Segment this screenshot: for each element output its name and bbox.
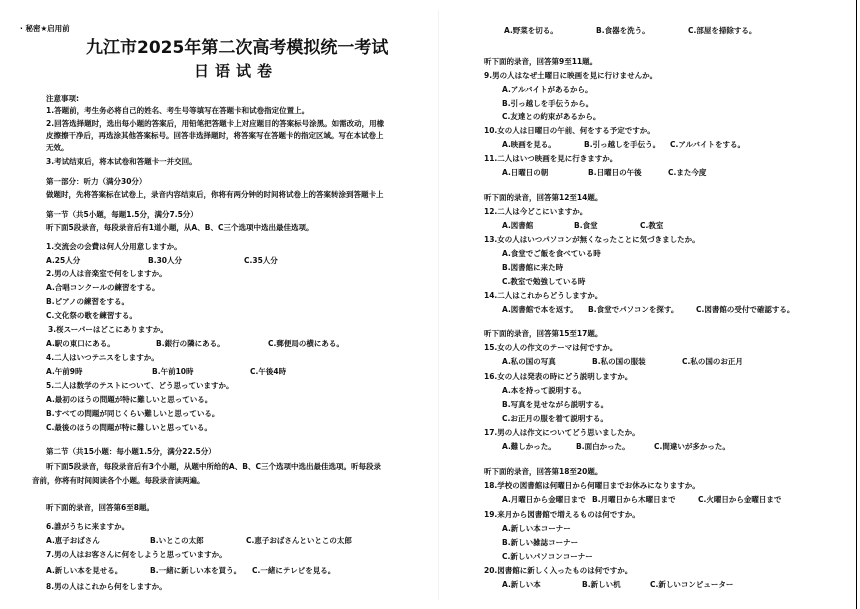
question-2: 2.男の人は音楽室で何をしますか。 [46,269,167,278]
q20-option-c: C.新しいコンピューター [650,580,734,589]
q10-option-b: B.引っ越しを手伝う。 [584,140,661,149]
q14-option-c: C.図書館の受付で確認する。 [696,305,795,314]
exam-title: 九江市2025年第二次高考模拟统一考试 [86,38,389,58]
q3-option-c: C.郵便局の横にある。 [268,339,344,348]
q18-option-c: C.火曜日から金曜日まで [698,495,782,504]
q19-option-c: C.新しいパソコンコーナー [502,552,593,561]
audio-1-heading: 听下面的录音，回答第6至8题。 [46,503,154,512]
q5-option-a: A.最初のほうの問題が特に難しいと思っている。 [46,395,213,404]
question-16: 16.女の人は発表の時にどう説明しますか。 [484,372,633,381]
q8-option-c: C.部屋を掃除する。 [688,26,757,35]
q13-option-b: B.図書館に来た時 [502,263,564,272]
q5-option-c: C.最後のほうの問題が特に難しいと思っている。 [46,423,212,432]
q4-option-a: A.午前9時 [46,367,83,376]
audio-4-heading: 听下面的录音，回答第15至17题。 [484,329,603,338]
part1-instruction: 做题时，先将答案标在试卷上，录音内容结束后，你将有两分钟的时间将试卷上的答案转涂到答题卡上 [46,190,384,199]
note-2-line-3: 无效。 [46,143,69,152]
q15-option-b: B.私の国の服装 [592,357,646,366]
section2-instruction-2: 音前，你将有时间阅读各个小题。每段录音读两遍。 [32,476,205,485]
q16-option-c: C.お正月の服を着て説明する。 [502,414,608,423]
part1-heading: 第一部分：听力（满分30分） [46,177,147,186]
q9-option-c: C.友達との約束があるから。 [502,112,601,121]
q6-option-a: A.恵子おばさん [46,536,100,545]
question-3: 3.桜スーパーはどこにありますか。 [48,325,168,334]
question-20: 20.図書館に新しく入ったものは何ですか。 [484,566,633,575]
q1-option-b: B.30人分 [148,256,183,265]
section1-instruction: 听下面5段录音，每段录音后有1道小题，从A、B、C三个选项中选出最佳选项。 [46,223,314,232]
question-19: 19.来月から図書館で増えるものは何ですか。 [484,510,640,519]
q10-option-c: C.アルバイトをする。 [670,140,746,149]
note-2-line-1: 2.回答选择题时，选出每小题的答案后，用铅笔把答题卡上对应题目的答案标号涂黑。如需改动，用橡 [46,119,385,128]
page-edge [855,0,860,609]
q1-option-a: A.25人分 [46,256,81,265]
audio-5-heading: 听下面的录音，回答第18至20题。 [484,467,603,476]
q15-option-a: A.私の国の写真 [502,357,556,366]
q3-option-a: A.駅の東口にある。 [46,339,115,348]
q11-option-c: C.また今度 [668,168,707,177]
question-6: 6.誰がうちに来ますか。 [46,522,130,531]
q3-option-b: B.銀行の隣にある。 [156,339,225,348]
note-1: 1.答题前，考生务必将自己的姓名、考生号等填写在答题卡和试卷指定位置上。 [46,106,310,115]
q8-option-a: A.野菜を切る。 [504,26,558,35]
q5-option-b: B.すべての問題が同じくらい難しいと思っている。 [46,409,220,418]
q13-option-c: C.教室で勉強している時 [502,277,586,286]
q6-option-b: B.いとこの太郎 [150,536,204,545]
q17-option-a: A.難しかった。 [502,442,556,451]
question-9: 9.男の人はなぜ土曜日に映画を見に行けませんか。 [484,71,658,80]
q9-option-a: A.アルバイトがあるから。 [502,85,593,94]
question-12: 12.二人は今どこにいますか。 [484,207,588,216]
section2-instruction-1: 听下面5段录音，每段录音后有3个小题，从题中所给的A、B、C三个选项中选出最佳选项。听每段录 [46,462,381,471]
section2-heading: 第二节（共15小题：每小题1.5分，满分22.5分） [46,447,216,456]
q14-option-b: B.食堂でパソコンを探す。 [588,305,679,314]
question-13: 13.女の人はいつパソコンが無くなったことに気づきましたか。 [484,235,700,244]
section1-heading: 第一节（共5小题，每题1.5分，满分7.5分） [46,210,198,219]
q19-option-b: B.新しい雑誌コーナー [502,538,579,547]
q2-option-c: C.文化祭の歌を練習する。 [46,311,137,320]
q7-option-b: B.一緒に新しい本を買う。 [150,566,242,575]
q2-option-a: A.合唱コンクールの練習をする。 [46,283,160,292]
question-15: 15.女の人の作文のテーマは何ですか。 [484,343,618,352]
q8-option-b: B.食器を洗う。 [596,26,650,35]
q4-option-c: C.午後4時 [250,367,287,376]
q7-option-c: C.一緒にテレビを見る。 [252,566,336,575]
question-8: 8.男の人はこれから何をしますか。 [46,582,167,591]
question-5: 5.二人は数学のテストについて、どう思っていますか。 [46,381,234,390]
q18-option-b: B.月曜日から木曜日まで [592,495,676,504]
q13-option-a: A.食堂でご飯を食べている時 [502,249,601,258]
q14-option-a: A.図書館で本を返す。 [502,305,578,314]
q12-option-a: A.図書館 [502,221,534,230]
q11-option-a: A.日曜日の朝 [502,168,549,177]
confidential-mark: · 秘密★启用前 [20,24,70,33]
q12-option-b: B.食堂 [574,221,598,230]
question-4: 4.二人はいつテニスをしますか。 [46,353,159,362]
audio-3-heading: 听下面的录音，回答第12至14题。 [484,193,603,202]
q15-option-c: C.私の国のお正月 [682,357,743,366]
q20-option-b: B.新しい机 [582,580,621,589]
q11-option-b: B.日曜日の午後 [588,168,642,177]
notes-heading: 注意事项: [46,94,79,103]
q9-option-b: B.引っ越しを手伝うから。 [502,99,594,108]
q10-option-a: A.映画を見る。 [502,140,556,149]
question-14: 14.二人はこれからどうしますか。 [484,291,603,300]
q17-option-c: C.間違いが多かった。 [654,442,730,451]
column-divider [438,10,439,600]
q2-option-b: B.ピアノの練習をする。 [46,297,129,306]
q6-option-c: C.恵子おばさんといとこの太郎 [246,536,352,545]
q1-option-c: C.35人分 [244,256,278,265]
question-1: 1.交流会の会費は何人分用意しますか。 [46,242,182,251]
note-3: 3.考试结束后，将本试卷和答题卡一并交回。 [46,157,197,166]
q16-option-b: B.写真を見せながら説明する。 [502,400,609,409]
q12-option-c: C.教室 [640,221,664,230]
question-7: 7.男の人はお客さんに何をしようと思っていますか。 [46,550,227,559]
q17-option-b: B.面白かった。 [576,442,630,451]
question-18: 18.学校の図書館は何曜日から何曜日までお休みになりますか。 [484,481,700,490]
q18-option-a: A.月曜日から金曜日まで [502,495,586,504]
exam-subtitle: 日语试卷 [193,62,278,80]
q16-option-a: A.本を持って説明する。 [502,386,586,395]
question-11: 11.二人はいつ映画を見に行きますか。 [484,154,618,163]
note-2-line-2: 皮擦擦干净后，再选涂其他答案标号。回答非选择题时，将答案写在答题卡的指定区域。写在本试卷上 [46,131,384,140]
q20-option-a: A.新しい本 [502,580,541,589]
q19-option-a: A.新しい本コーナー [502,524,571,533]
q4-option-b: B.午前10時 [152,367,194,376]
audio-2-heading: 听下面的录音，回答第9至11题。 [484,57,598,66]
question-10: 10.女の人は日曜日の午前、何をする予定ですか。 [484,126,655,135]
q7-option-a: A.新しい本を見せる。 [46,566,123,575]
question-17: 17.男の人は作文についてどう思いましたか。 [484,428,640,437]
